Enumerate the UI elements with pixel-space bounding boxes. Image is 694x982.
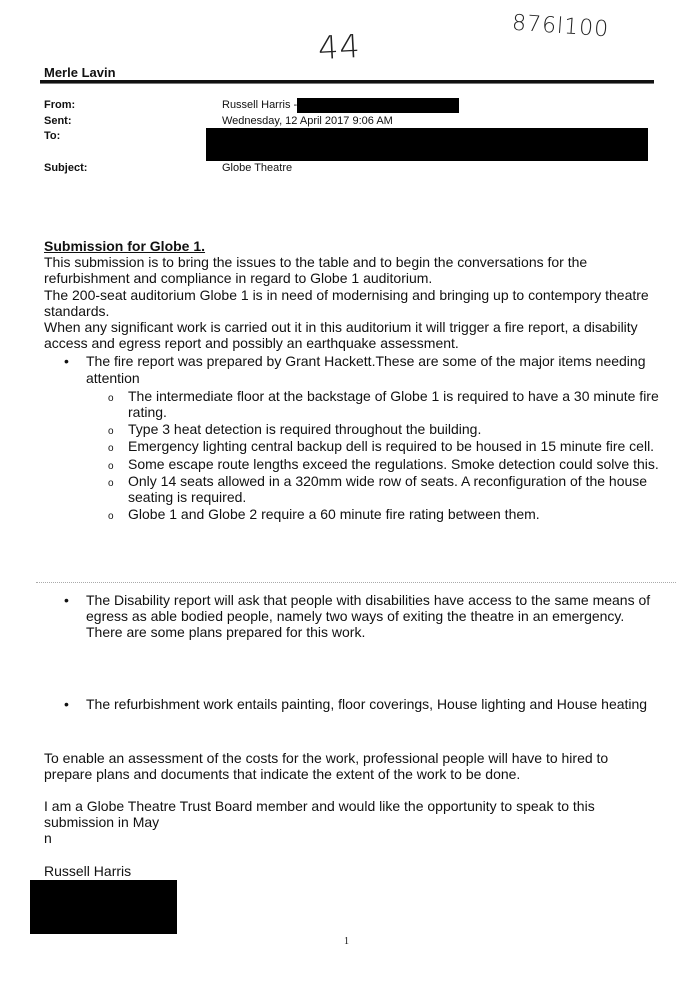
fire-item: o Globe 1 and Globe 2 require a 60 minute fire rating between them.: [128, 506, 664, 522]
stray-character: n: [44, 830, 52, 846]
refurbishment-section: [44, 696, 674, 712]
from-label: From:: [44, 99, 76, 111]
fire-item: o Type 3 heat detection is required throughout the building.: [128, 421, 664, 437]
page-number: 1: [344, 936, 349, 947]
redaction-from-email: [297, 98, 459, 113]
fire-item: o Only 14 seats allowed in a 320mm wide row of seats. A reconfiguration of the house seating is required.: [128, 473, 664, 505]
email-body: [44, 238, 664, 523]
fire-item: o Emergency lighting central backup dell is required to be housed in 15 minute fire cell.: [128, 438, 664, 454]
sent-value: Wednesday, 12 April 2017 9:06 AM: [222, 115, 393, 127]
disability-section: [44, 592, 664, 641]
redaction-to-field: [206, 128, 648, 161]
disability-bullet: • The Disability report will ask that people with disabilities have access to the same means of egress as able bodied people, namely two ways of exiting the theatre in an emergency. There are some plans prepared for this work.: [86, 592, 664, 641]
costs-paragraph: To enable an assessment of the costs for the work, professional people will have to hired to prepare plans and documents that indicate the extent of the work to be done.: [44, 750, 609, 783]
handwritten-page-number: 44: [317, 26, 362, 68]
fire-report-text: The fire report was prepared by Grant Hackett.These are some of the major items needing attention: [86, 353, 646, 386]
fire-report-list: [44, 353, 664, 522]
subject-value: Globe Theatre: [222, 162, 293, 174]
from-value: Russell Harris -: [222, 99, 298, 111]
sent-label: Sent:: [44, 115, 72, 127]
recipient-name: Merle Lavin: [44, 65, 116, 80]
board-paragraph: I am a Globe Theatre Trust Board member and would like the opportunity to speak to this submission in May: [44, 798, 595, 831]
redaction-signature-block: [30, 880, 177, 934]
fire-item: o The intermediate floor at the backstage of Globe 1 is required to have a 30 minute fire rating.: [128, 388, 664, 420]
to-label: To:: [44, 130, 61, 142]
intro-paragraph-3: When any significant work is carried out it in this auditorium it will trigger a fire report, a disability access and egress report and possibly an earthquake assessment.: [44, 319, 638, 352]
page-break-line: [36, 582, 676, 583]
refurbishment-list: [44, 696, 674, 712]
intro-paragraph-1: This submission is to bring the issues to the table and to begin the conversations for the refurbishment and compliance in regard to Globe 1 auditorium.: [44, 254, 588, 287]
handwritten-reference-number: 876l100: [511, 10, 610, 43]
fire-report-bullet: [86, 353, 664, 522]
disability-list: [44, 592, 664, 641]
fire-item: o Some escape route lengths exceed the regulations. Smoke detection could solve this.: [128, 456, 664, 472]
refurbishment-bullet: • The refurbishment work entails painting, floor coverings, House lighting and House heating: [86, 696, 674, 712]
fire-items-list: [86, 388, 664, 523]
subject-label: Subject:: [44, 162, 88, 174]
intro-paragraph-2: The 200-seat auditorium Globe 1 is in need of modernising and bringing up to contempory theatre standards.: [44, 286, 649, 319]
header-rule: [40, 80, 654, 84]
signature-name: Russell Harris: [44, 863, 132, 879]
submission-heading: Submission for Globe 1.: [44, 238, 206, 254]
